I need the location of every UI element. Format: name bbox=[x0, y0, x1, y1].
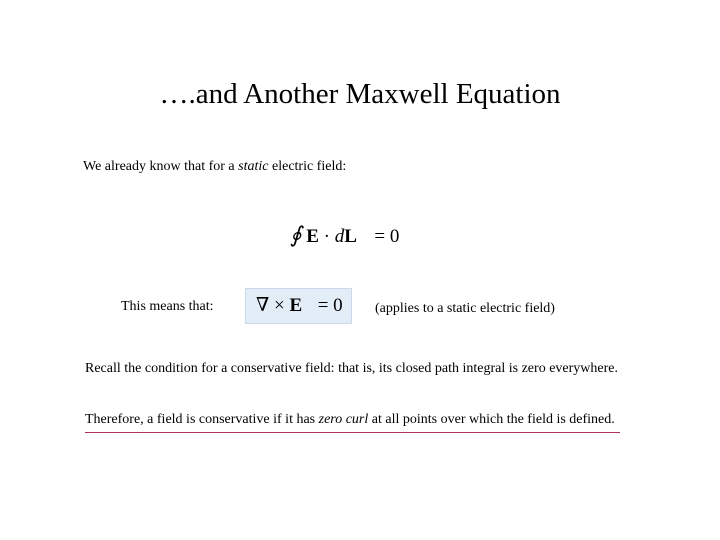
intro-text-emphasis: static bbox=[238, 159, 269, 174]
therefore-underline bbox=[85, 432, 620, 433]
closed-path-integral-equation bbox=[290, 222, 399, 250]
means-label: This means that: bbox=[121, 299, 214, 314]
recall-text: Recall the condition for a conservative field: that is, its closed path integral is zero everywhere. bbox=[85, 361, 618, 376]
intro-text-before: We already know that for a bbox=[83, 159, 239, 174]
cross-operator: × bbox=[274, 295, 285, 316]
curl-rhs: 0 bbox=[333, 295, 343, 316]
intro-text bbox=[83, 158, 346, 176]
applies-note: (applies to a static electric field) bbox=[375, 301, 555, 316]
nabla-symbol: ∇ bbox=[256, 295, 270, 316]
integral-path-symbol: L bbox=[344, 226, 357, 247]
integral-differential-d: d bbox=[334, 226, 345, 247]
integral-field-symbol: E bbox=[306, 226, 319, 247]
therefore-text-after: at all points over which the field is defined. bbox=[368, 412, 615, 427]
integral-rhs: 0 bbox=[389, 226, 400, 247]
therefore-text bbox=[85, 411, 615, 429]
therefore-text-emphasis: zero curl bbox=[318, 412, 369, 427]
closed-integral-symbol: ∮ bbox=[290, 222, 302, 247]
curl-equals-sign: = bbox=[317, 295, 329, 316]
therefore-text-before: Therefore, a field is conservative if it has bbox=[85, 412, 319, 427]
slide-title: ….and Another Maxwell Equation bbox=[159, 78, 561, 110]
curl-equation bbox=[256, 293, 343, 319]
integral-dot-operator: · bbox=[323, 226, 330, 247]
curl-field-symbol: E bbox=[289, 295, 303, 316]
intro-text-after: electric field: bbox=[268, 159, 347, 174]
integral-equals-sign: = bbox=[374, 226, 386, 247]
